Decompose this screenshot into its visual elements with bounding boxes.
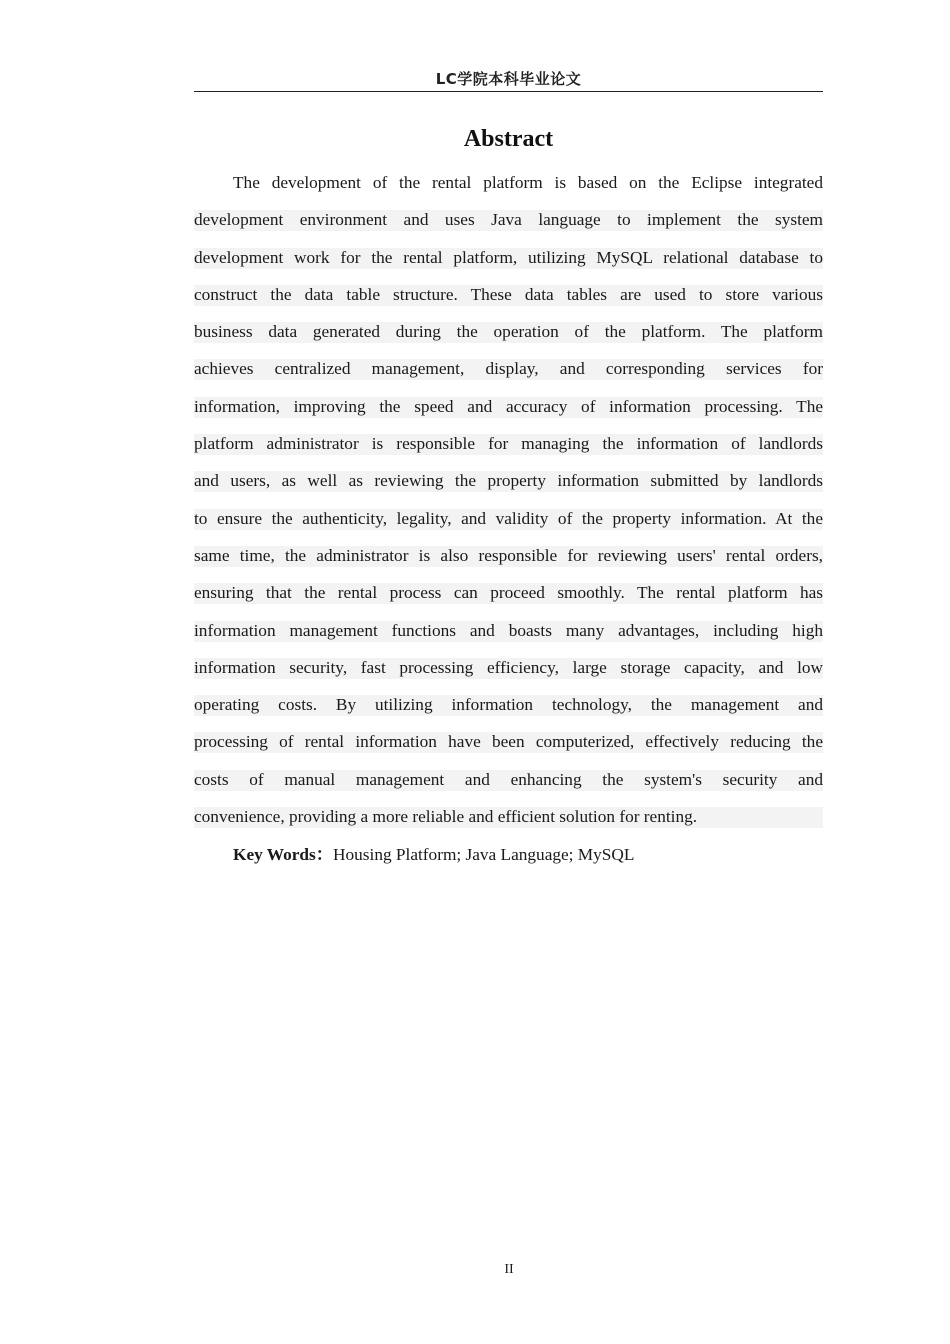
abstract-line: to ensure the authenticity, legality, and validity of the property information. At the [194, 500, 823, 537]
abstract-line: same time, the administrator is also responsible for reviewing users' rental orders, [194, 537, 823, 574]
abstract-line: and users, as well as reviewing the property information submitted by landlords [194, 462, 823, 499]
keywords-text: Housing Platform; Java Language; MySQL [333, 845, 635, 864]
running-header [194, 66, 823, 92]
abstract-line: processing of rental information have been computerized, effectively reducing the [194, 723, 823, 760]
abstract-line: platform administrator is responsible for managing the information of landlords [194, 425, 823, 462]
header-title: LC学院本科毕业论文 [435, 70, 582, 88]
keywords-label: Key Words： [233, 845, 334, 864]
abstract-line: development work for the rental platform, utilizing MySQL relational database to [194, 239, 823, 276]
abstract-body [194, 164, 823, 835]
abstract-line: information security, fast processing efficiency, large storage capacity, and low [194, 649, 823, 686]
abstract-line: achieves centralized management, display, and corresponding services for [194, 350, 823, 387]
abstract-line: ensuring that the rental process can proceed smoothly. The rental platform has [194, 574, 823, 611]
abstract-line: costs of manual management and enhancing the system's security and [194, 761, 823, 798]
abstract-heading: Abstract [463, 126, 554, 152]
abstract-line-last-text: convenience, providing a more reliable and efficient solution for renting. [194, 807, 698, 827]
abstract-line-last [194, 798, 823, 835]
abstract-line: construct the data table structure. These data tables are used to store various [194, 276, 823, 313]
abstract-line: information management functions and boasts many advantages, including high [194, 612, 823, 649]
abstract-line: The development of the rental platform is based on the Eclipse integrated [233, 173, 823, 192]
abstract-line: information, improving the speed and accuracy of information processing. The [194, 388, 823, 425]
abstract-line: development environment and uses Java language to implement the system [194, 201, 823, 238]
abstract-line: operating costs. By utilizing information technology, the management and [194, 686, 823, 723]
keywords-line [233, 838, 634, 872]
page-number: II [504, 1262, 514, 1277]
abstract-line: business data generated during the operation of the platform. The platform [194, 313, 823, 350]
